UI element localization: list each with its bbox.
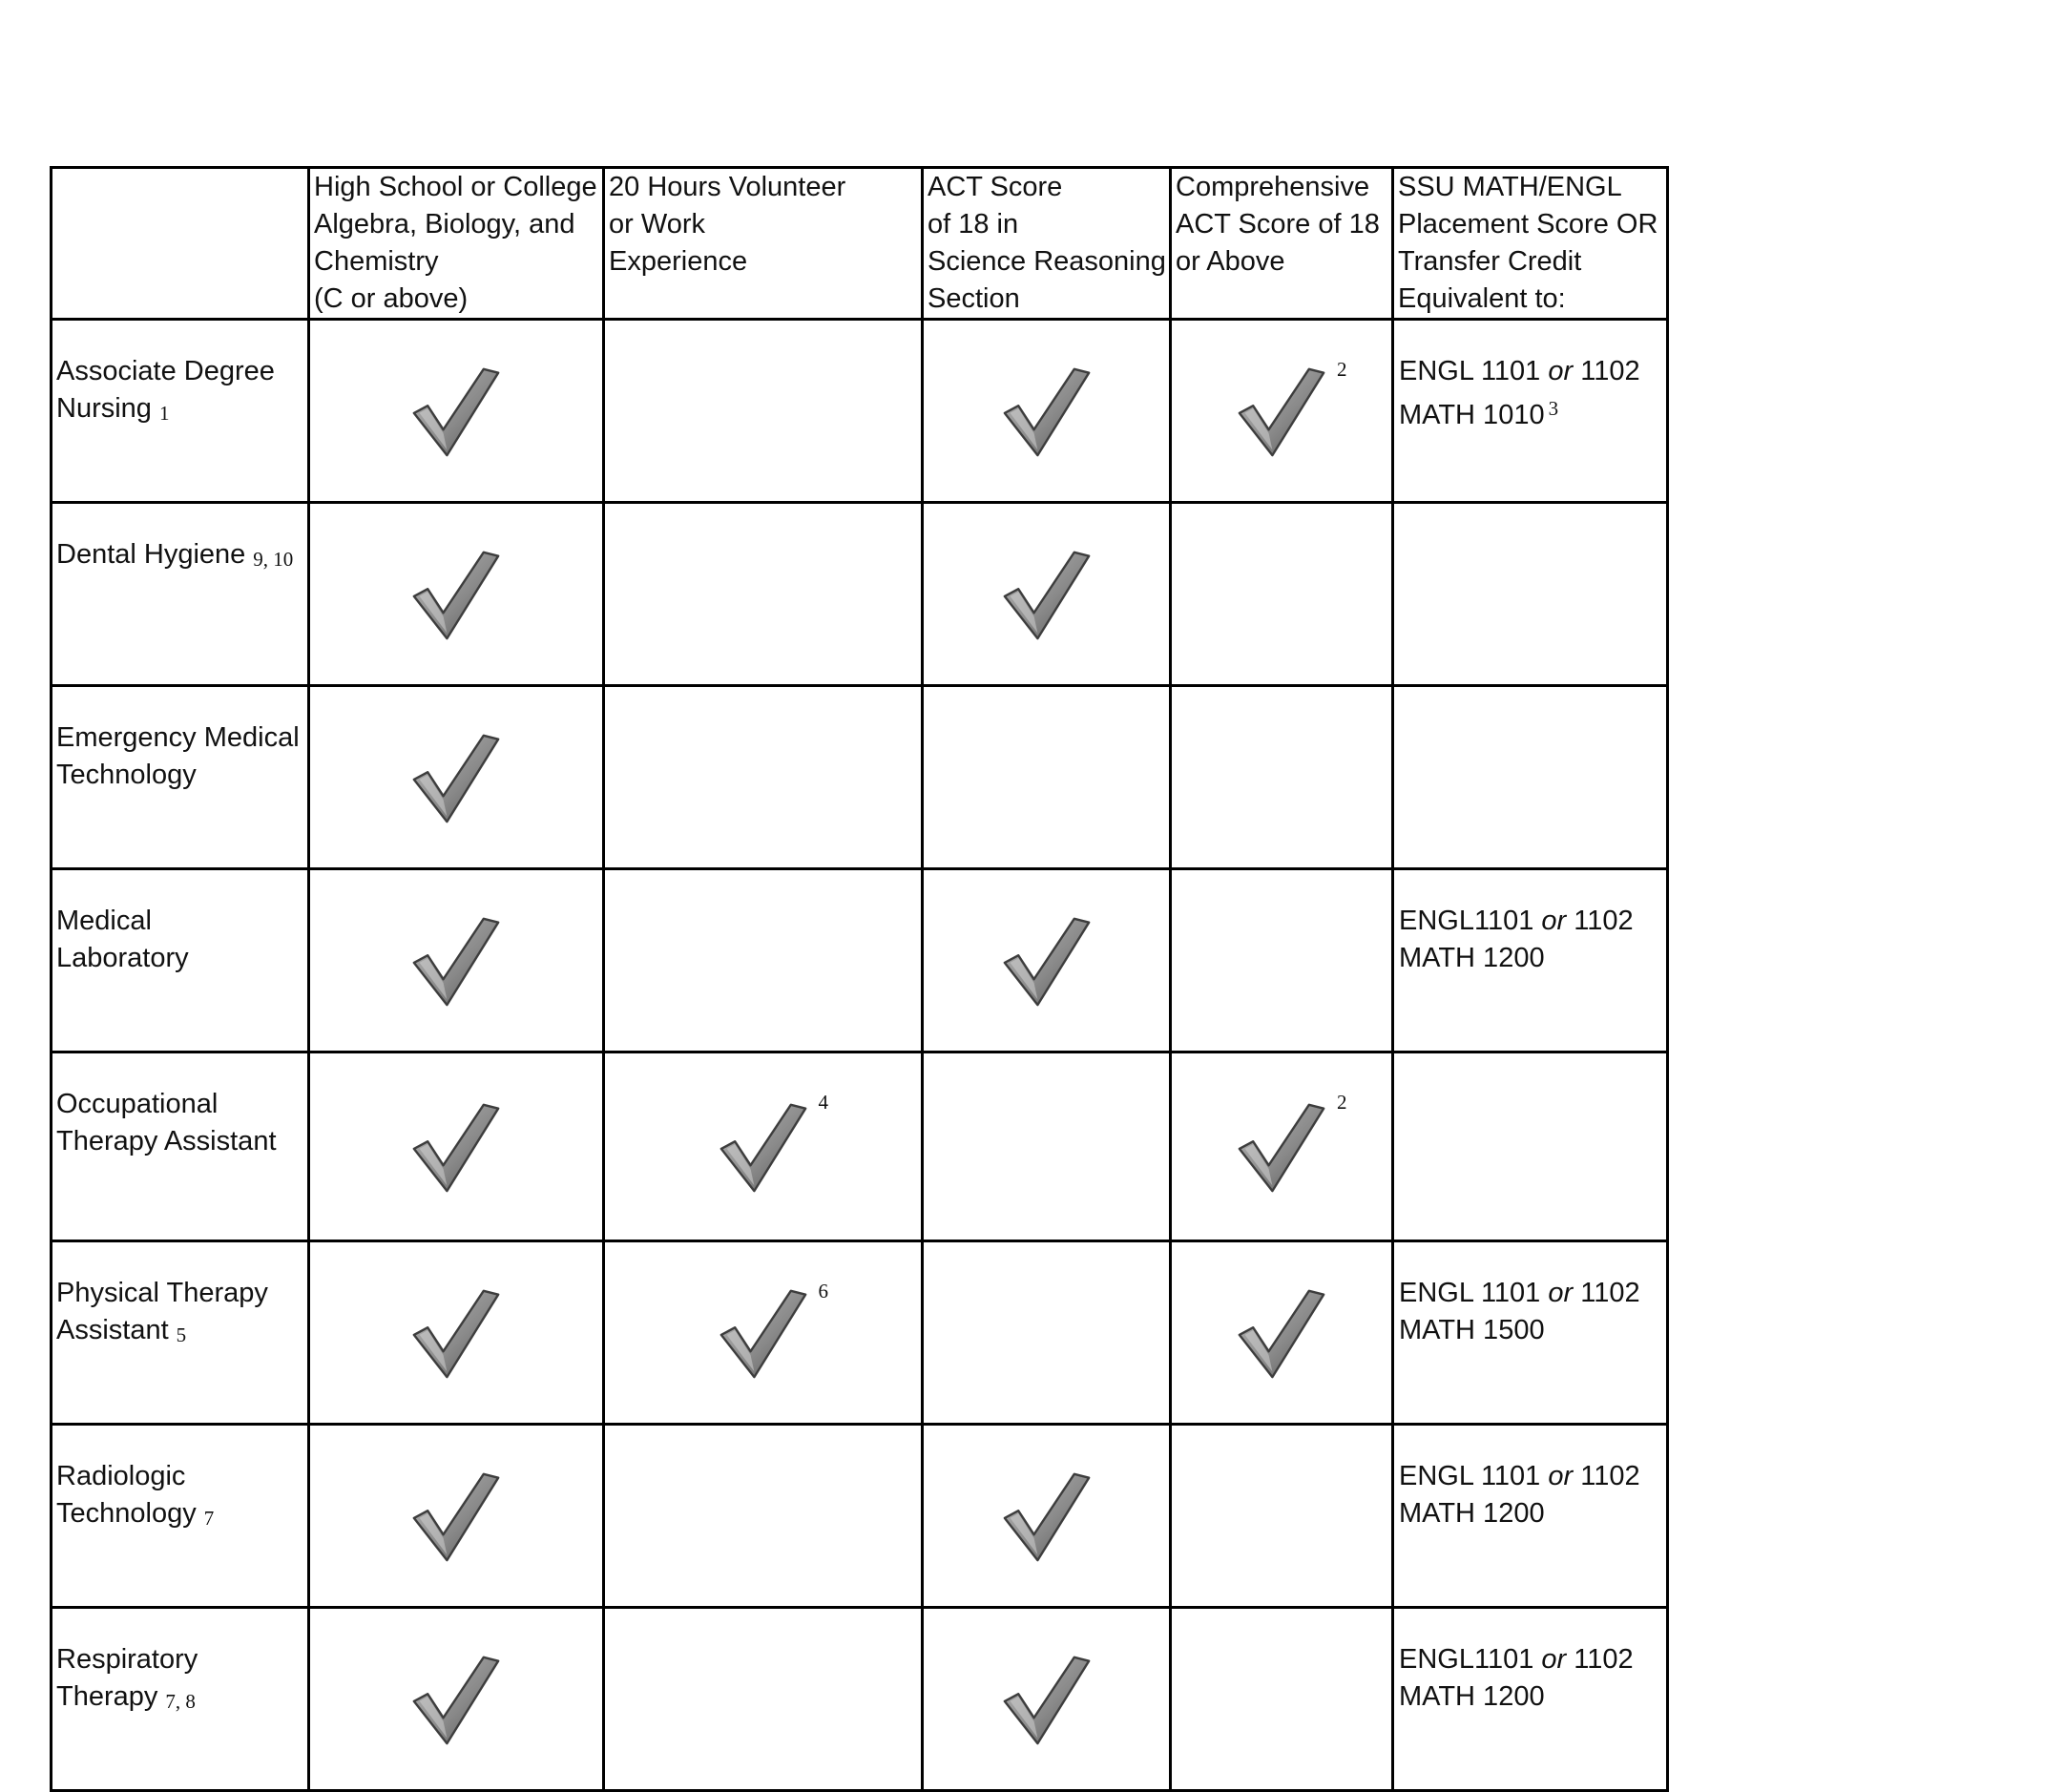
check-footnote: 6 xyxy=(818,1280,828,1302)
column-header-line: or Work xyxy=(609,209,705,240)
footnote-marker: 5 xyxy=(176,1323,187,1346)
check-footnote: 4 xyxy=(818,1091,828,1114)
course-requirement-cell xyxy=(1393,1241,1668,1425)
checkmark-icon xyxy=(1236,1101,1327,1193)
requirement-cell xyxy=(309,1608,604,1791)
requirement-cell xyxy=(604,1608,923,1791)
course-line xyxy=(1399,1641,1662,1678)
column-header-line: SSU MATH/ENGL xyxy=(1398,172,1622,202)
requirement-cell xyxy=(1171,1052,1393,1241)
requirement-cell xyxy=(309,320,604,503)
program-name-line: Associate Degree xyxy=(56,356,275,386)
program-name-cell xyxy=(52,686,309,869)
checkmark-icon xyxy=(410,732,502,823)
course-line xyxy=(1399,1275,1662,1312)
course-code-alt: 1102 xyxy=(1580,1278,1640,1308)
requirement-cell xyxy=(923,686,1171,869)
checkmark-icon xyxy=(1001,915,1093,1007)
program-name-line: Emergency Medical xyxy=(56,722,300,753)
program-name-cell xyxy=(52,1608,309,1791)
requirement-cell xyxy=(1171,1241,1393,1425)
or-word: or xyxy=(1541,1644,1567,1675)
column-header-line: of 18 in xyxy=(928,209,1019,240)
course-code: MATH 1500 xyxy=(1399,1315,1545,1345)
column-header-line: Transfer Credit xyxy=(1398,246,1582,277)
table-row xyxy=(52,869,1668,1052)
requirement-cell xyxy=(309,1241,604,1425)
course-requirement-cell xyxy=(1393,320,1668,503)
column-header-line: Chemistry xyxy=(314,246,439,277)
course-line xyxy=(1399,903,1662,940)
column-header-line: Science Reasoning xyxy=(928,246,1166,277)
requirement-cell xyxy=(923,320,1171,503)
requirement-cell xyxy=(1171,869,1393,1052)
requirement-cell xyxy=(1171,1608,1393,1791)
checkmark-icon xyxy=(410,365,502,457)
requirements-table xyxy=(50,166,1669,1792)
program-name-line: Dental Hygiene 9, 10 xyxy=(56,539,294,571)
course-code: MATH 1200 xyxy=(1399,1498,1545,1529)
program-name-line: Therapy 7, 8 xyxy=(56,1681,196,1713)
program-name-line: Nursing 1 xyxy=(56,393,170,425)
course-requirement-cell xyxy=(1393,1425,1668,1608)
footnote-marker: 7 xyxy=(203,1507,215,1530)
column-header-4 xyxy=(1171,168,1393,320)
course-requirement-cell xyxy=(1393,503,1668,686)
checkmark-icon xyxy=(410,1287,502,1379)
checkmark-icon xyxy=(410,549,502,640)
footnote-marker: 7, 8 xyxy=(165,1690,196,1713)
course-line xyxy=(1399,1495,1662,1532)
course-code: MATH 1200 xyxy=(1399,1681,1545,1712)
course-requirement-cell xyxy=(1393,1052,1668,1241)
checkmark-icon xyxy=(718,1287,809,1379)
header-corner-cell xyxy=(52,168,309,320)
or-word: or xyxy=(1548,1461,1574,1491)
course-requirement-cell xyxy=(1393,1608,1668,1791)
or-word: or xyxy=(1548,356,1574,386)
checkmark-icon xyxy=(410,1470,502,1562)
column-header-line: (C or above) xyxy=(314,283,469,314)
requirement-cell xyxy=(923,1608,1171,1791)
column-header-line: 20 Hours Volunteer xyxy=(609,172,846,202)
column-header-line: ACT Score of 18 xyxy=(1176,209,1380,240)
program-name-cell xyxy=(52,1052,309,1241)
requirement-cell xyxy=(1171,1425,1393,1608)
program-name-cell xyxy=(52,320,309,503)
program-name-line: Laboratory xyxy=(56,943,189,973)
footnote-marker: 1 xyxy=(158,402,170,425)
requirement-cell xyxy=(309,1052,604,1241)
course-line xyxy=(1399,940,1662,977)
check-footnote: 2 xyxy=(1337,1091,1347,1114)
course-code-alt: 1102 xyxy=(1580,1461,1640,1491)
table-row xyxy=(52,686,1668,869)
column-header-line: High School or College xyxy=(314,172,597,202)
requirement-cell xyxy=(309,503,604,686)
course-code: ENGL 1101 xyxy=(1399,1278,1541,1308)
checkmark-icon xyxy=(1236,365,1327,457)
or-word: or xyxy=(1541,906,1567,936)
column-header-line: Equivalent to: xyxy=(1398,283,1566,314)
column-header-5 xyxy=(1393,168,1668,320)
checkmark-icon xyxy=(1001,549,1093,640)
requirement-cell xyxy=(923,869,1171,1052)
requirement-cell xyxy=(923,1425,1171,1608)
footnote-marker: 3 xyxy=(1548,397,1559,420)
course-line xyxy=(1399,390,1662,434)
course-code: ENGL1101 xyxy=(1399,1644,1534,1675)
requirement-cell xyxy=(923,503,1171,686)
course-code: ENGL 1101 xyxy=(1399,1461,1541,1491)
program-name-line: Assistant 5 xyxy=(56,1315,187,1346)
course-code: ENGL1101 xyxy=(1399,906,1534,936)
course-requirement-cell xyxy=(1393,686,1668,869)
table-row xyxy=(52,503,1668,686)
requirement-cell xyxy=(604,1425,923,1608)
column-header-line: Algebra, Biology, and xyxy=(314,209,575,240)
column-header-line: Placement Score OR xyxy=(1398,209,1658,240)
program-name-cell xyxy=(52,1425,309,1608)
requirement-cell xyxy=(923,1241,1171,1425)
course-code-alt: 1102 xyxy=(1580,356,1640,386)
column-header-3 xyxy=(923,168,1171,320)
course-code-alt: 1102 xyxy=(1574,906,1634,936)
checkmark-icon xyxy=(1001,365,1093,457)
requirements-table-body xyxy=(52,168,1668,1791)
course-line xyxy=(1399,1312,1662,1349)
column-header-line: or Above xyxy=(1176,246,1285,277)
checkmark-icon xyxy=(1236,1287,1327,1379)
program-name-line: Occupational xyxy=(56,1089,219,1119)
program-name-line: Technology xyxy=(56,760,197,790)
table-row xyxy=(52,1425,1668,1608)
program-name-cell xyxy=(52,503,309,686)
checkmark-icon xyxy=(410,915,502,1007)
program-name-line: Therapy Assistant xyxy=(56,1126,277,1156)
program-name-line: Physical Therapy xyxy=(56,1278,268,1308)
column-header-line: Experience xyxy=(609,246,748,277)
program-name-cell xyxy=(52,1241,309,1425)
program-name-line: Respiratory xyxy=(56,1644,198,1675)
requirement-cell xyxy=(604,320,923,503)
table-row xyxy=(52,1052,1668,1241)
check-footnote: 2 xyxy=(1337,358,1347,381)
requirement-cell xyxy=(309,1425,604,1608)
requirement-cell xyxy=(604,503,923,686)
table-row xyxy=(52,1241,1668,1425)
checkmark-icon xyxy=(410,1101,502,1193)
requirement-cell xyxy=(1171,503,1393,686)
course-code-alt: 1102 xyxy=(1574,1644,1634,1675)
program-name-cell xyxy=(52,869,309,1052)
or-word: or xyxy=(1548,1278,1574,1308)
requirement-cell xyxy=(604,686,923,869)
requirement-cell xyxy=(604,1241,923,1425)
header-row xyxy=(52,168,1668,320)
course-requirement-cell xyxy=(1393,869,1668,1052)
course-line xyxy=(1399,1678,1662,1716)
footnote-marker: 9, 10 xyxy=(253,548,294,571)
table-row xyxy=(52,1608,1668,1791)
course-code: ENGL 1101 xyxy=(1399,356,1541,386)
checkmark-icon xyxy=(410,1654,502,1745)
table-row xyxy=(52,320,1668,503)
requirement-cell xyxy=(604,869,923,1052)
checkmark-icon xyxy=(718,1101,809,1193)
requirement-cell xyxy=(1171,686,1393,869)
column-header-line: ACT Score xyxy=(928,172,1063,202)
requirement-cell xyxy=(923,1052,1171,1241)
column-header-line: Section xyxy=(928,283,1020,314)
course-code: MATH 1200 xyxy=(1399,943,1545,973)
requirement-cell xyxy=(1171,320,1393,503)
course-code: MATH 1010 xyxy=(1399,400,1545,430)
course-line xyxy=(1399,1458,1662,1495)
requirement-cell xyxy=(604,1052,923,1241)
requirement-cell xyxy=(309,869,604,1052)
course-line xyxy=(1399,353,1662,390)
checkmark-icon xyxy=(1001,1654,1093,1745)
column-header-1 xyxy=(309,168,604,320)
checkmark-icon xyxy=(1001,1470,1093,1562)
program-name-line: Medical xyxy=(56,906,152,936)
column-header-line: Comprehensive xyxy=(1176,172,1370,202)
program-name-line: Technology 7 xyxy=(56,1498,215,1530)
program-name-line: Radiologic xyxy=(56,1461,186,1491)
requirement-cell xyxy=(309,686,604,869)
column-header-2 xyxy=(604,168,923,320)
